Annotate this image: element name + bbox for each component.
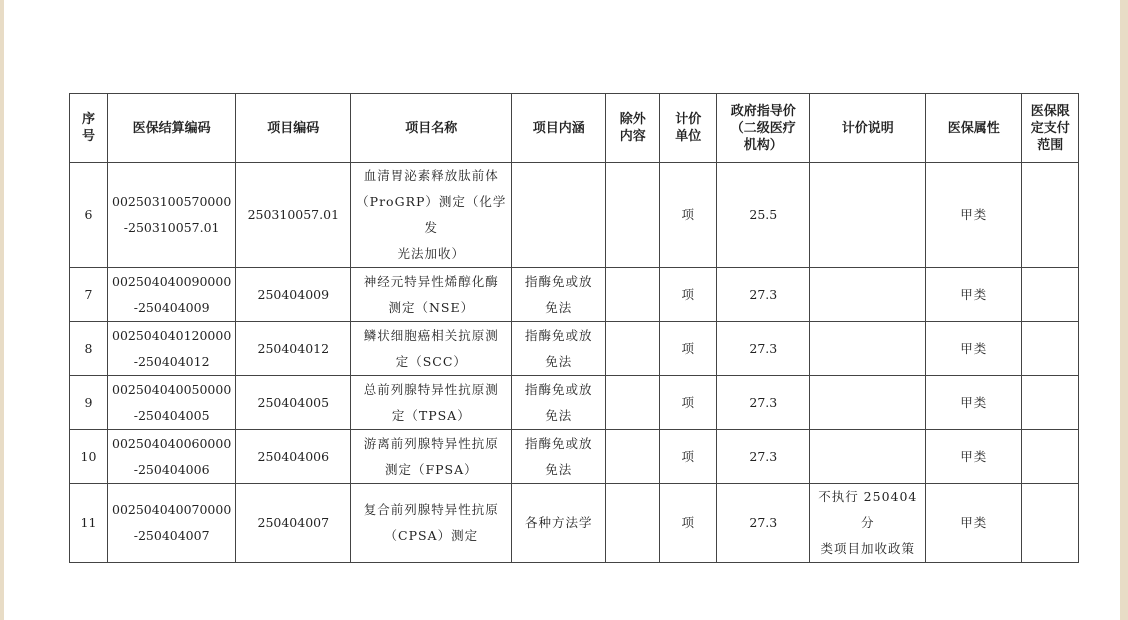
cell-price: 27.3 xyxy=(717,430,810,484)
cell-no: 10 xyxy=(70,430,108,484)
cell-settle-code xyxy=(108,322,236,376)
table-row xyxy=(70,322,1079,376)
cell-scope xyxy=(1022,322,1079,376)
cell-text-line: 002504040120000 xyxy=(112,327,232,343)
cell-connotation xyxy=(512,430,606,484)
cell-attr: 甲类 xyxy=(926,322,1022,376)
header-text-line: 单位 xyxy=(675,129,702,144)
document-page xyxy=(4,0,1120,620)
cell-item-code: 250310057.01 xyxy=(236,163,351,268)
header-text-line: （二级医疗 xyxy=(730,120,796,136)
cell-item-code: 250404009 xyxy=(236,268,351,322)
cell-exclusion xyxy=(606,376,660,430)
header-text-line: 号 xyxy=(81,129,95,144)
cell-exclusion xyxy=(606,268,660,322)
cell-unit: 项 xyxy=(660,430,717,484)
table-header-row xyxy=(70,94,1079,163)
cell-connotation xyxy=(512,484,606,563)
cell-connotation xyxy=(512,163,606,268)
cell-scope xyxy=(1022,484,1079,563)
cell-note xyxy=(810,484,926,563)
cell-text-line: 指酶免或放 xyxy=(525,381,593,397)
cell-item-name xyxy=(351,268,512,322)
cell-item-name xyxy=(351,484,512,563)
cell-text-line: 指酶免或放 xyxy=(525,327,593,343)
header-text-line: 项目名称 xyxy=(405,120,458,136)
cell-text-line: 指酶免或放 xyxy=(525,273,593,289)
cell-item-code: 250404006 xyxy=(236,430,351,484)
cell-exclusion xyxy=(606,430,660,484)
cell-price: 27.3 xyxy=(717,376,810,430)
cell-text-line: 免法 xyxy=(545,299,573,315)
col-header-item-code xyxy=(236,94,351,163)
col-header-settle-code xyxy=(108,94,236,163)
header-text-line: 除外 xyxy=(619,112,646,127)
cell-attr: 甲类 xyxy=(926,376,1022,430)
header-text-line: 项目编码 xyxy=(267,120,320,136)
cell-text-line: 002504040090000 xyxy=(112,273,232,289)
cell-text-line: -250404005 xyxy=(133,407,210,423)
cell-price: 25.5 xyxy=(717,163,810,268)
header-text-line: 内容 xyxy=(619,129,646,144)
cell-settle-code xyxy=(108,376,236,430)
col-header-attr xyxy=(926,94,1022,163)
cell-item-name xyxy=(351,430,512,484)
header-text-line: 医保限 xyxy=(1030,103,1070,119)
cell-unit: 项 xyxy=(660,376,717,430)
cell-settle-code xyxy=(108,163,236,268)
cell-text-line: 测定（FPSA） xyxy=(384,461,478,477)
cell-text-line: 免法 xyxy=(545,407,573,423)
table-body xyxy=(70,163,1079,563)
cell-item-name xyxy=(351,163,512,268)
cell-text-line: 类项目加收政策 xyxy=(820,541,916,556)
cell-price: 27.3 xyxy=(717,268,810,322)
col-header-unit xyxy=(660,94,717,163)
cell-text-line: 免法 xyxy=(545,461,573,477)
header-text-line: 计价说明 xyxy=(841,120,894,136)
cell-settle-code xyxy=(108,268,236,322)
cell-scope xyxy=(1022,376,1079,430)
cell-text-line: 不执行 250404 分 xyxy=(818,489,918,530)
cell-text-line: 复合前列腺特异性抗原 xyxy=(363,502,499,517)
cell-text-line: 002504040050000 xyxy=(112,381,232,397)
cell-no: 6 xyxy=(70,163,108,268)
cell-note xyxy=(810,268,926,322)
cell-text-line: （ProGRP）测定（化学发 xyxy=(356,194,507,235)
header-text-line: 序 xyxy=(81,112,95,127)
col-header-exclusion xyxy=(606,94,660,163)
cell-text-line: -250310057.01 xyxy=(123,220,220,235)
cell-no: 9 xyxy=(70,376,108,430)
cell-text-line: -250404012 xyxy=(133,353,210,369)
cell-text-line: -250404007 xyxy=(133,528,210,543)
cell-attr: 甲类 xyxy=(926,268,1022,322)
cell-text-line: 002503100570000 xyxy=(112,194,232,209)
price-table xyxy=(69,93,1079,563)
cell-settle-code xyxy=(108,484,236,563)
cell-price: 27.3 xyxy=(717,322,810,376)
table-row xyxy=(70,376,1079,430)
cell-text-line: （CPSA）测定 xyxy=(384,528,479,543)
cell-scope xyxy=(1022,268,1079,322)
cell-text-line: 定（TPSA） xyxy=(391,407,471,423)
cell-price: 27.3 xyxy=(717,484,810,563)
col-header-no xyxy=(70,94,108,163)
cell-exclusion xyxy=(606,484,660,563)
cell-text-line: -250404009 xyxy=(133,299,210,315)
cell-item-name xyxy=(351,376,512,430)
cell-no: 7 xyxy=(70,268,108,322)
cell-unit: 项 xyxy=(660,268,717,322)
cell-text-line: 定（SCC） xyxy=(395,353,467,369)
header-text-line: 项目内涵 xyxy=(532,120,585,136)
cell-note xyxy=(810,376,926,430)
cell-unit: 项 xyxy=(660,484,717,563)
cell-note xyxy=(810,163,926,268)
cell-no: 8 xyxy=(70,322,108,376)
cell-text-line: 免法 xyxy=(545,353,573,369)
cell-exclusion xyxy=(606,322,660,376)
cell-text-line: 002504040070000 xyxy=(112,502,232,517)
cell-attr: 甲类 xyxy=(926,430,1022,484)
col-header-note xyxy=(810,94,926,163)
cell-unit: 项 xyxy=(660,163,717,268)
cell-item-code: 250404005 xyxy=(236,376,351,430)
cell-item-code: 250404012 xyxy=(236,322,351,376)
header-text-line: 政府指导价 xyxy=(730,103,796,119)
cell-text-line: 总前列腺特异性抗原测 xyxy=(363,381,499,397)
cell-note xyxy=(810,430,926,484)
header-text-line: 计价 xyxy=(675,112,702,127)
col-header-price xyxy=(717,94,810,163)
header-text-line: 范围 xyxy=(1037,137,1064,153)
table-row xyxy=(70,268,1079,322)
cell-settle-code xyxy=(108,430,236,484)
cell-text-line: 光法加收） xyxy=(397,246,466,261)
table-row xyxy=(70,484,1079,563)
header-text-line: 机构） xyxy=(743,137,783,153)
cell-attr: 甲类 xyxy=(926,484,1022,563)
cell-connotation xyxy=(512,376,606,430)
col-header-scope xyxy=(1022,94,1079,163)
table-row xyxy=(70,430,1079,484)
cell-text-line: 各种方法学 xyxy=(525,515,593,530)
cell-connotation xyxy=(512,322,606,376)
cell-scope xyxy=(1022,163,1079,268)
cell-text-line: 血清胃泌素释放肽前体 xyxy=(363,168,499,183)
cell-text-line: 神经元特异性烯醇化酶 xyxy=(363,273,499,289)
cell-attr: 甲类 xyxy=(926,163,1022,268)
header-text-line: 医保属性 xyxy=(947,120,1000,136)
cell-text-line: 002504040060000 xyxy=(112,435,232,451)
header-text-line: 定支付 xyxy=(1030,120,1070,136)
cell-text-line: 游离前列腺特异性抗原 xyxy=(363,435,499,451)
cell-no: 11 xyxy=(70,484,108,563)
cell-exclusion xyxy=(606,163,660,268)
cell-text-line: 指酶免或放 xyxy=(525,435,593,451)
cell-text-line: -250404006 xyxy=(133,461,210,477)
cell-connotation xyxy=(512,268,606,322)
cell-item-name xyxy=(351,322,512,376)
cell-text-line: 鳞状细胞癌相关抗原测 xyxy=(363,327,499,343)
cell-text-line: 测定（NSE） xyxy=(388,299,475,315)
header-text-line: 医保结算编码 xyxy=(132,120,211,136)
cell-unit: 项 xyxy=(660,322,717,376)
table-row xyxy=(70,163,1079,268)
col-header-name xyxy=(351,94,512,163)
cell-item-code: 250404007 xyxy=(236,484,351,563)
col-header-connotation xyxy=(512,94,606,163)
cell-scope xyxy=(1022,430,1079,484)
cell-note xyxy=(810,322,926,376)
